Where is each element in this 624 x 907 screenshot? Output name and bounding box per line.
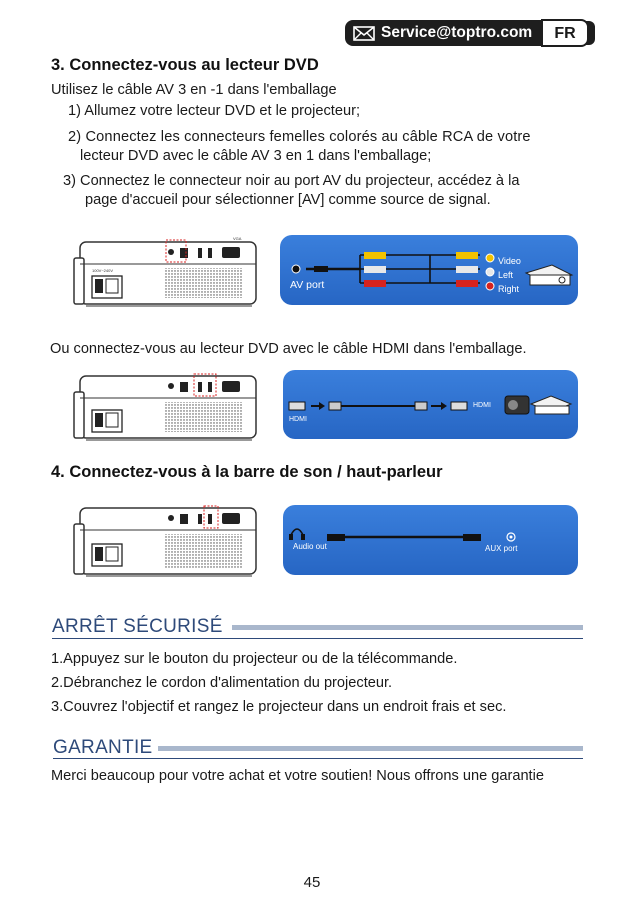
projector-back-av (72, 228, 262, 310)
warranty-text: Merci beaucoup pour votre achat et votre soutien! Nous offrons une garantie (51, 768, 544, 784)
audio-cable-diagram (283, 505, 578, 575)
shutdown-underline (52, 638, 583, 639)
dvd-player-icon (526, 265, 572, 285)
service-email: Service@toptro.com (381, 24, 533, 41)
service-email-banner (345, 20, 541, 46)
av-port-label: AV port (290, 279, 325, 291)
warranty-title: GARANTIE (53, 737, 153, 758)
projector-back-hdmi (72, 362, 262, 444)
shutdown-title: ARRÊT SÉCURISÉ (52, 616, 223, 637)
voltage-label: 100V~240V (92, 268, 114, 273)
aux-port-label: AUX port (485, 544, 518, 553)
right-label: Right (498, 284, 520, 294)
hdmi-cable-diagram (283, 370, 578, 439)
warranty-underline (53, 758, 583, 759)
section3-step-2: 2) Connectez les connecteurs femelles colorés au câble RCA de votre (68, 129, 531, 145)
camcorder-icon (505, 396, 529, 414)
shutdown-item-1: 1.Appuyez sur le bouton du projecteur ou de la télécommande. (51, 651, 458, 667)
section3-title: 3. Connectez-vous au lecteur DVD (51, 56, 319, 74)
av-cable-diagram (280, 235, 578, 305)
section3-step-2-cont: lecteur DVD avec le câble AV 3 en 1 dans l'emballage; (80, 148, 432, 164)
section3-step-1: 1) Allumez votre lecteur DVD et le projecteur; (68, 103, 360, 119)
section3-step-3-cont: page d'accueil pour sélectionner [AV] comme source de signal. (85, 192, 491, 208)
hdmi-intro: Ou connectez-vous au lecteur DVD avec le câble HDMI dans l'emballage. (50, 341, 527, 357)
shutdown-title-bar (232, 625, 583, 630)
video-label: Video (498, 256, 521, 266)
section4-title: 4. Connectez-vous à la barre de son / haut-parleur (51, 463, 443, 481)
hdmi-left-label: HDMI (289, 416, 307, 423)
dvd-player-icon (531, 396, 571, 414)
shutdown-item-2: 2.Débranchez le cordon d'alimentation du projecteur. (51, 675, 393, 691)
vga-label: VGA (233, 236, 242, 241)
section3-step-3: 3) Connectez le connecteur noir au port AV du projecteur, accédez à la (63, 173, 520, 189)
audio-out-label: Audio out (293, 542, 327, 551)
warranty-title-bar (158, 746, 583, 751)
language-badge: FR (541, 19, 589, 47)
projector-back-audio (72, 494, 262, 582)
envelope-icon (353, 26, 375, 41)
page-number: 45 (303, 874, 321, 891)
shutdown-item-3: 3.Couvrez l'objectif et rangez le projecteur dans un endroit frais et sec. (51, 699, 507, 715)
hdmi-right-label: HDMI (473, 402, 491, 409)
left-label: Left (498, 270, 514, 280)
section3-intro: Utilisez le câble AV 3 en -1 dans l'emballage (51, 82, 337, 98)
